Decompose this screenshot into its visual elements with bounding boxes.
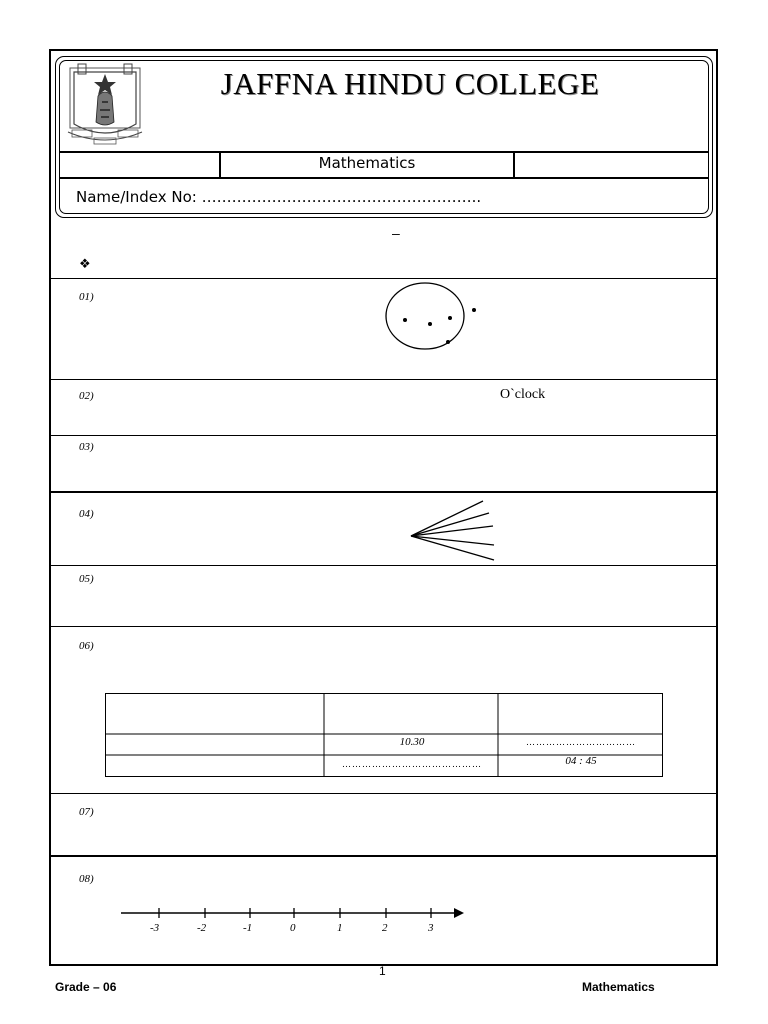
table-cell: …………………………… <box>526 737 636 747</box>
table-cell: 10.30 <box>399 736 425 748</box>
college-crest-logo <box>64 62 146 148</box>
question-number: 07) <box>79 806 94 818</box>
section-divider <box>50 491 717 493</box>
diamond-bullet-icon: ❖ <box>79 256 91 271</box>
subject-label: Mathematics <box>318 154 416 172</box>
section-divider <box>50 435 717 436</box>
header-divider-top <box>59 151 709 153</box>
set-point <box>448 316 452 320</box>
number-line-tick-label: 1 <box>337 922 343 934</box>
number-line-tick-label: -1 <box>243 922 253 934</box>
number-line-tick-label: 3 <box>428 922 434 934</box>
question-number: 01) <box>79 291 94 303</box>
footer-grade: Grade – 06 <box>55 980 117 994</box>
school-title: JAFFNA HINDU COLLEGE <box>220 66 600 101</box>
name-index-field: Name/Index No: ……………………………………………….. <box>76 188 482 206</box>
set-ellipse-diagram <box>380 280 490 356</box>
rays-diagram <box>405 496 500 564</box>
number-line-tick-label: -2 <box>197 922 207 934</box>
oclock-text: O`clock <box>500 387 546 402</box>
section-divider <box>50 379 717 380</box>
table-cell: …………………………………… <box>342 759 482 769</box>
arrow-right-icon <box>454 908 464 918</box>
section-divider <box>50 626 717 627</box>
question-number: 04) <box>79 508 94 520</box>
footer-subject: Mathematics <box>582 980 655 994</box>
outside-point <box>472 308 476 312</box>
set-point <box>446 340 450 344</box>
question-number: 08) <box>79 873 94 885</box>
set-point <box>403 318 407 322</box>
table-cell: 04 : 45 <box>565 755 597 767</box>
question-number: 05) <box>79 573 94 585</box>
section-divider <box>50 565 717 566</box>
question-number: 06) <box>79 640 94 652</box>
number-line-tick-label: 2 <box>382 922 388 934</box>
number-line-tick-label: 0 <box>290 922 296 934</box>
question-number: 02) <box>79 390 94 402</box>
header-cell-divider-right <box>513 151 515 178</box>
number-line-tick-label: -3 <box>150 922 160 934</box>
header-divider-bottom <box>59 177 709 179</box>
section-divider <box>50 278 717 279</box>
page-number: 1 <box>379 964 386 978</box>
section-divider <box>50 855 717 857</box>
set-point <box>428 322 432 326</box>
intro-dash: – <box>392 225 400 241</box>
question-number: 03) <box>79 441 94 453</box>
section-divider <box>50 793 717 794</box>
